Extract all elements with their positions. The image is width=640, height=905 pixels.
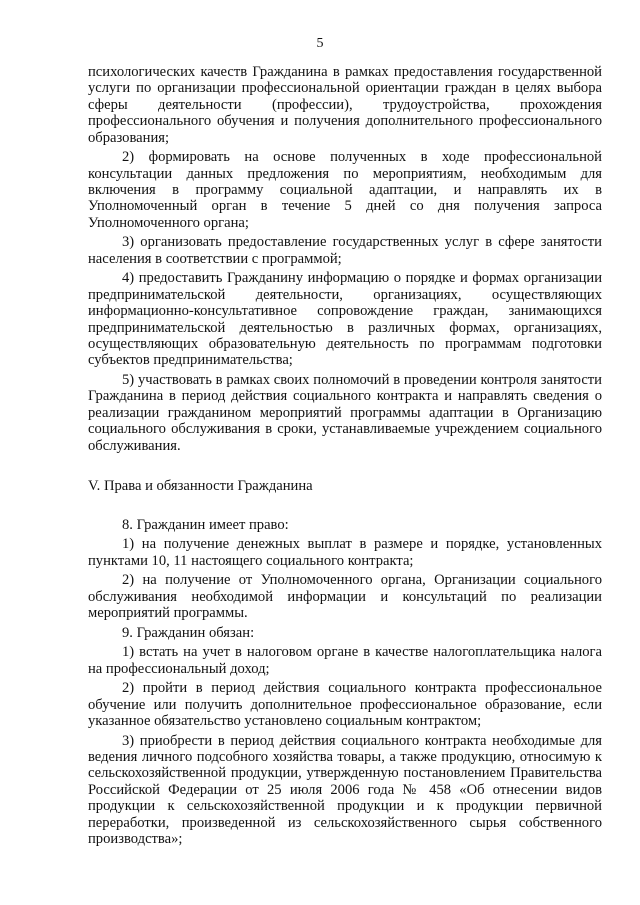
section-heading: V. Права и обязанности Гражданина — [88, 478, 313, 495]
paragraph-item-5-control: 5) участвовать в рамках своих полномочий в проведении контроля занятости Гражданина в период действия социального контракта и направлять сведения о реализации гражданином мероприятий программы адаптации в Организацию социального обслуживания в сроки, устанавливаемые учреждением социального обслуживания. — [88, 372, 602, 454]
paragraph-citizen-duties: 9. Гражданин обязан: — [122, 624, 255, 641]
paragraph-psych-qualities: психологических качеств Гражданина в рамках предоставления государственной услуги по организации профессиональной ориентации граждан в целях выбора сферы деятельности (профессии), трудоустройства, прохождения профессионального обучения и получения дополнительного профессионального образования; — [88, 64, 602, 146]
paragraph-item-3-services: 3) организовать предоставление государственных услуг в сфере занятости населения в соответствии с программой; — [88, 234, 602, 267]
paragraph-item-2-proposals: 2) формировать на основе полученных в ходе профессиональной консультации данных предложения по мероприятиям, необходимым для включения в программу социальной адаптации, и направлять их в Уполномоченный орган в течение 5 дней со дня получения запроса Уполномоченного органа; — [88, 149, 602, 231]
page-number: 5 — [316, 36, 324, 51]
paragraph-duty-1-tax: 1) встать на учет в налоговом органе в качестве налогоплательщика налога на профессиональный доход; — [88, 644, 602, 677]
paragraph-right-2-info: 2) на получение от Уполномоченного органа, Организации социального обслуживания необходимой информации и консультаций по реализации мероприятий программы. — [88, 572, 602, 621]
paragraph-item-4-information: 4) предоставить Гражданину информацию о порядке и формах организации предпринимательской деятельности, организациях, осуществляющих информационно-консультативное сопровождение граждан, занимающихся предпринимательской деятельностью в различных формах, организациях, осуществляющих образовательную деятельность по программам подготовки субъектов предпринимательства; — [88, 270, 602, 369]
paragraph-duty-2-education: 2) пройти в период действия социального контракта профессиональное обучение или получить дополнительное профессиональное образование, если указанное обязательство установлено социальным контрактом; — [88, 680, 602, 729]
paragraph-right-1-payments: 1) на получение денежных выплат в размере и порядке, установленных пунктами 10, 11 настоящего социального контракта; — [88, 536, 602, 569]
document-body — [88, 64, 602, 851]
paragraph-duty-3-purchase: 3) приобрести в период действия социального контракта необходимые для ведения личного подсобного хозяйства товары, а также продукцию, относимую к сельскохозяйственной продукции, утвержденную постановлением Правительства Российской Федерации от 25 июля 2006 года № 458 «Об отнесении видов продукции к сельскохозяйственной продукции и к продукции первичной переработки, произведенной из сельскохозяйственного сырья собственного производства»; — [88, 732, 602, 847]
paragraph-citizen-rights: 8. Гражданин имеет право: — [122, 516, 289, 533]
